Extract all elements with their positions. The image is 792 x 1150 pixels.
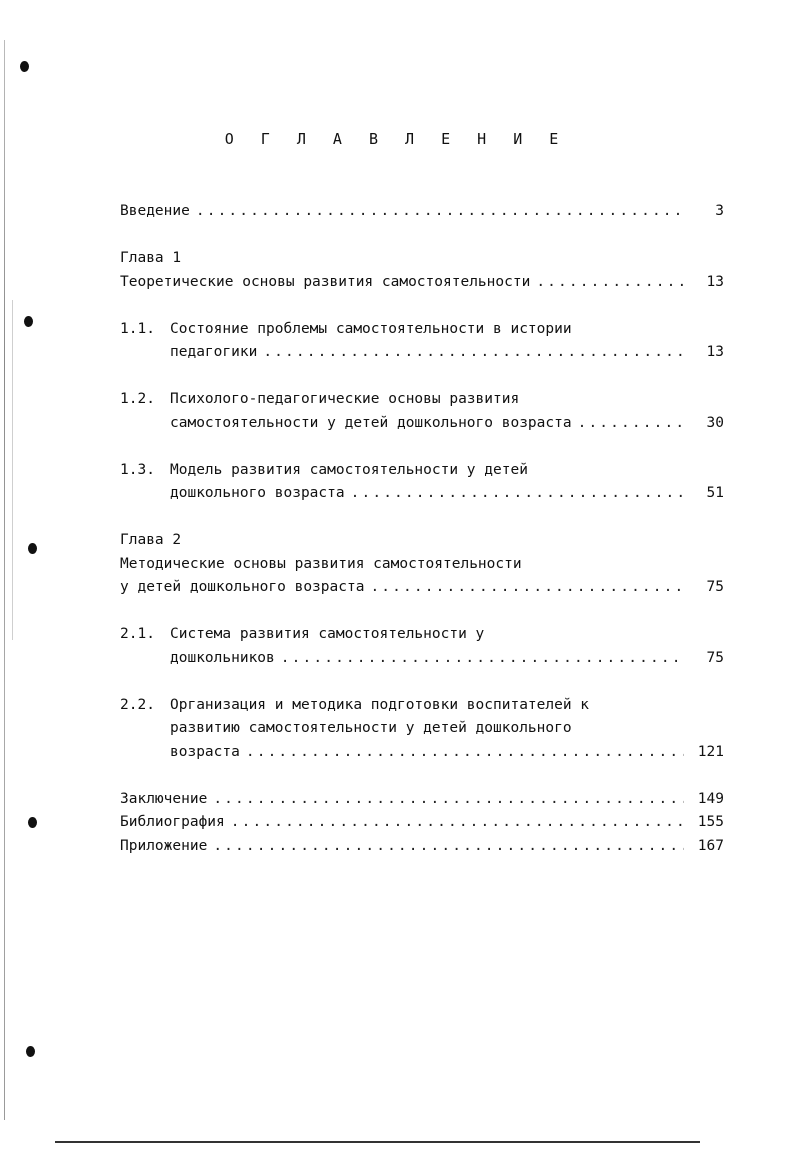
toc-page-number: 13 (706, 273, 724, 290)
toc-entry-label: Психолого-педагогические основы развития (170, 391, 520, 407)
toc-page-number: 75 (706, 649, 724, 666)
binder-hole (28, 543, 37, 554)
toc-entry-section-2-2[interactable] (120, 694, 724, 765)
toc-entry-label: дошкольников (170, 649, 275, 666)
toc-entry-appendix[interactable] (120, 835, 724, 859)
dot-leader (213, 788, 684, 812)
toc-entry-label: дошкольного возраста (170, 485, 345, 501)
chapter-heading (120, 247, 724, 271)
binder-hole (24, 316, 33, 327)
toc-entry-intro[interactable] (120, 200, 724, 224)
toc-page-number: 155 (697, 814, 724, 830)
toc-entry-label: Библиография (120, 814, 225, 830)
toc-entry-section-1-3[interactable] (120, 459, 724, 506)
toc-page-number: 121 (697, 743, 724, 760)
toc-entry-label: у детей дошкольного возраста (120, 579, 365, 595)
toc-entry-label: развитию самостоятельности у детей дошкольного (170, 720, 572, 736)
toc-entry-label: Заключение (120, 790, 208, 807)
toc-entry-section-1-1[interactable] (120, 318, 724, 365)
toc-page-number: 149 (697, 790, 724, 807)
chapter-label: Глава 1 (120, 250, 182, 266)
toc-entry-label: Теоретические основы развития самостоятельности (120, 273, 531, 290)
toc-page-number: 3 (715, 203, 724, 219)
toc-entry-label: возраста (170, 743, 240, 760)
dot-leader (213, 835, 684, 859)
toc-entry-chapter2[interactable] (120, 553, 724, 600)
toc-page-number: 13 (706, 344, 724, 360)
chapter-label: Глава 2 (120, 532, 182, 548)
dot-leader (536, 271, 684, 295)
toc-entry-label: Приложение (120, 837, 208, 854)
dot-leader (370, 576, 684, 600)
dot-leader (231, 811, 684, 835)
binder-hole (26, 1046, 35, 1057)
toc-entry-section-1-2[interactable] (120, 388, 724, 435)
toc-entry-label: Методические основы развития самостоятельности (120, 555, 522, 572)
bottom-rule (55, 1141, 700, 1143)
dot-leader (246, 741, 684, 765)
toc-page-number: 75 (706, 579, 724, 595)
toc-entry-section-2-1[interactable] (120, 623, 724, 670)
toc-entry-label: Модель развития самостоятельности у детей (170, 461, 528, 478)
table-of-contents (120, 200, 724, 858)
section-number: 2.1. (120, 626, 155, 642)
dot-leader (578, 412, 684, 436)
section-number: 2.2. (120, 696, 155, 713)
toc-entry-label: Система развития самостоятельности у (170, 626, 485, 642)
toc-entry-label: самостоятельности у детей дошкольного возраста (170, 414, 572, 431)
scan-edge-line (4, 40, 5, 1120)
binder-hole (20, 61, 29, 72)
page-title: О Г Л А В Л Е Н И Е (224, 130, 568, 148)
toc-entry-label: Состояние проблемы самостоятельности в истории (170, 320, 572, 337)
toc-entry-bibliography[interactable] (120, 811, 724, 835)
toc-entry-conclusion[interactable] (120, 788, 724, 812)
toc-entry-label: Введение (120, 203, 190, 219)
binder-hole (28, 817, 37, 828)
toc-page-number: 30 (706, 414, 724, 431)
toc-entry-chapter1[interactable] (120, 271, 724, 295)
toc-entry-label: педагогики (170, 344, 258, 360)
dot-leader (281, 647, 684, 671)
dot-leader (196, 200, 684, 224)
section-number: 1.3. (120, 461, 155, 478)
section-number: 1.1. (120, 320, 155, 337)
scan-edge-line-secondary (12, 300, 13, 640)
toc-page-number: 167 (697, 837, 724, 854)
dot-leader (263, 341, 684, 365)
dot-leader (351, 482, 684, 506)
toc-page-number: 51 (706, 485, 724, 501)
section-number: 1.2. (120, 391, 155, 407)
chapter-heading (120, 529, 724, 553)
toc-entry-label: Организация и методика подготовки воспитателей к (170, 696, 590, 713)
